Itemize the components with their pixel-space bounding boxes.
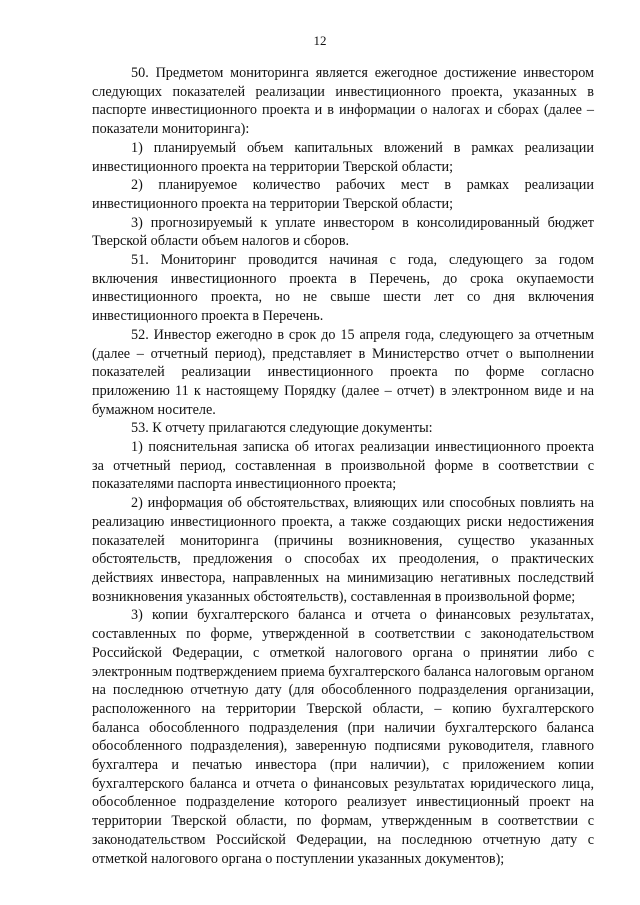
paragraph-50-item-1: 1) планируемый объем капитальных вложений в рамках реализации инвестиционного проекта на территории Тверской области; (92, 139, 594, 175)
paragraph-51: 51. Мониторинг проводится начиная с года, следующего за годом включения инвестиционного проекта в Перечень, до срока окупаемости инвестиционного проекта, но не свыше шести лет со дня включения инвестиционного проекта в Перечень. (92, 252, 594, 325)
page-number: 12 (313, 33, 327, 48)
paragraph-50-item-3: 3) прогнозируемый к уплате инвестором в консолидированный бюджет Тверской области объем налогов и сборов. (92, 214, 594, 250)
paragraph-53-item-1: 1) пояснительная записка об итогах реализации инвестиционного проекта за отчетный период, составленная в произвольной форме в соответствии с показателями паспорта инвестиционного проекта; (92, 439, 594, 493)
paragraph-50: 50. Предметом мониторинга является ежегодное достижение инвестором следующих показателей реализации инвестиционного проекта, указанных в паспорте инвестиционного проекта и в информации о налогах и сборах (далее – показатели мониторинга): (92, 65, 594, 138)
paragraph-53-item-2: 2) информация об обстоятельствах, влияющих или способных повлиять на реализацию инвестиционного проекта, а также создающих риски недостижения показателей мониторинга (причины возникновения, существо указанных обстоятельств, предложения о способах их преодоления, о практических действиях инвестора, направленных на минимизацию негативных последствий возникновения указанных обстоятельств), составленная в произвольной форме; (92, 495, 594, 605)
document-body (92, 64, 594, 868)
paragraph-50-item-2: 2) планируемое количество рабочих мест в рамках реализации инвестиционного проекта на территории Тверской области; (92, 177, 594, 212)
paragraph-53-item-3: 3) копии бухгалтерского баланса и отчета о финансовых результатах, составленных по форме, утвержденной в соответствии с законодательством Российской Федерации, с отметкой налогового органа о принятии либо с электронным подтверждением приема бухгалтерского баланса налоговым органом на последнюю отчетную дату (для обособленного подразделения организации, расположенного на территории Тверской области, – копию бухгалтерского баланса обособленного подразделения (при наличии бухгалтерского баланса обособленного подразделения), заверенную подписями руководителя, главного бухгалтера и печатью инвестора (при наличии), с приложением копии бухгалтерского баланса и отчета о финансовых результатах юридического лица, обособленное подразделение которого реализует инвестиционный проект на территории Тверской области, по формам, утвержденным в соответствии с законодательством Российской Федерации, на последнюю отчетную дату с отметкой налогового органа о поступлении указанных документов); (92, 607, 594, 867)
paragraph-53: 53. К отчету прилагаются следующие документы: (131, 420, 433, 437)
paragraph-52: 52. Инвестор ежегодно в срок до 15 апреля года, следующего за отчетным (далее – отчетный период), представляет в Министерство отчет о выполнении показателей реализации инвестиционного проекта по форме согласно приложению 11 к настоящему Порядку (далее – отчет) в электронном виде и на бумажном носителе. (92, 326, 594, 418)
